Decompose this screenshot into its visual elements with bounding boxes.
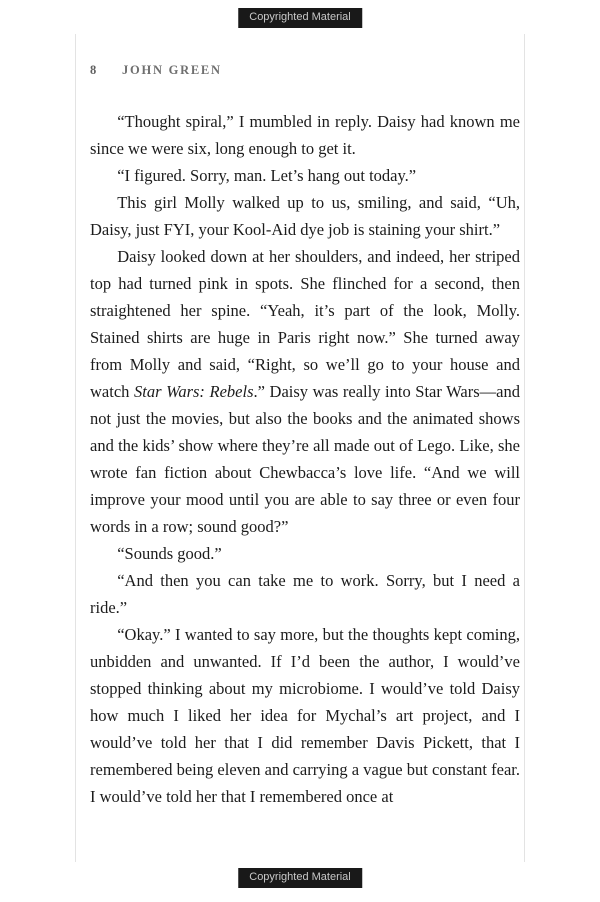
page-number: 8 (90, 63, 98, 77)
body-text (90, 108, 520, 810)
running-head-author: JOHN GREEN (122, 63, 222, 77)
text-run: “Okay.” I wanted to say more, but the thoughts kept coming, unbidden and unwanted. If I’d been the author, I would’ve stopped thinking about my microbiome. I would’ve told Daisy how much I liked her idea for Mychal’s art project, and I would’ve told her that I did remember Davis Pickett, that I remembered being eleven and carrying a vague but constant fear. I would’ve told her that I remembered once at (90, 625, 520, 806)
copyright-text-bottom: Copyrighted Material (249, 871, 351, 883)
page-header (90, 63, 520, 78)
paragraph (90, 189, 520, 243)
page-edge-left (75, 34, 76, 862)
text-run-italic: Star Wars: Rebels (134, 382, 254, 401)
paragraph (90, 243, 520, 540)
page-edge-right (524, 34, 525, 862)
text-run: .” Daisy was really into Star Wars—and not just the movies, but also the books and the animated shows and the kids’ show where they’re all made out of Lego. Like, she wrote fan fiction about Chewbacca’s love life. “And we will improve your mood until you are able to say three or even four words in a row; sound good?” (90, 382, 520, 536)
text-run: “And then you can take me to work. Sorry, but I need a ride.” (90, 571, 520, 617)
text-run: “Thought spiral,” I mumbled in reply. Daisy had known me since we were six, long enough to get it. (90, 112, 520, 158)
copyright-banner-bottom (238, 868, 362, 888)
text-run: “Sounds good.” (117, 544, 222, 563)
paragraph (90, 621, 520, 810)
paragraph (90, 108, 520, 162)
paragraph (90, 567, 520, 621)
text-run: This girl Molly walked up to us, smiling, and said, “Uh, Daisy, just FYI, your Kool-Aid dye job is staining your shirt.” (90, 193, 520, 239)
text-run: Daisy looked down at her shoulders, and indeed, her striped top had turned pink in spots. She flinched for a second, then straightened her spine. “Yeah, it’s part of the look, Molly. Stained shirts are huge in Paris right now.” She turned away from Molly and said, “Right, so we’ll go to your house and watch (90, 247, 520, 401)
copyright-banner-top (238, 8, 362, 28)
paragraph (90, 540, 520, 567)
text-run: “I figured. Sorry, man. Let’s hang out today.” (117, 166, 417, 185)
copyright-text-top: Copyrighted Material (249, 11, 351, 23)
paragraph (90, 162, 520, 189)
